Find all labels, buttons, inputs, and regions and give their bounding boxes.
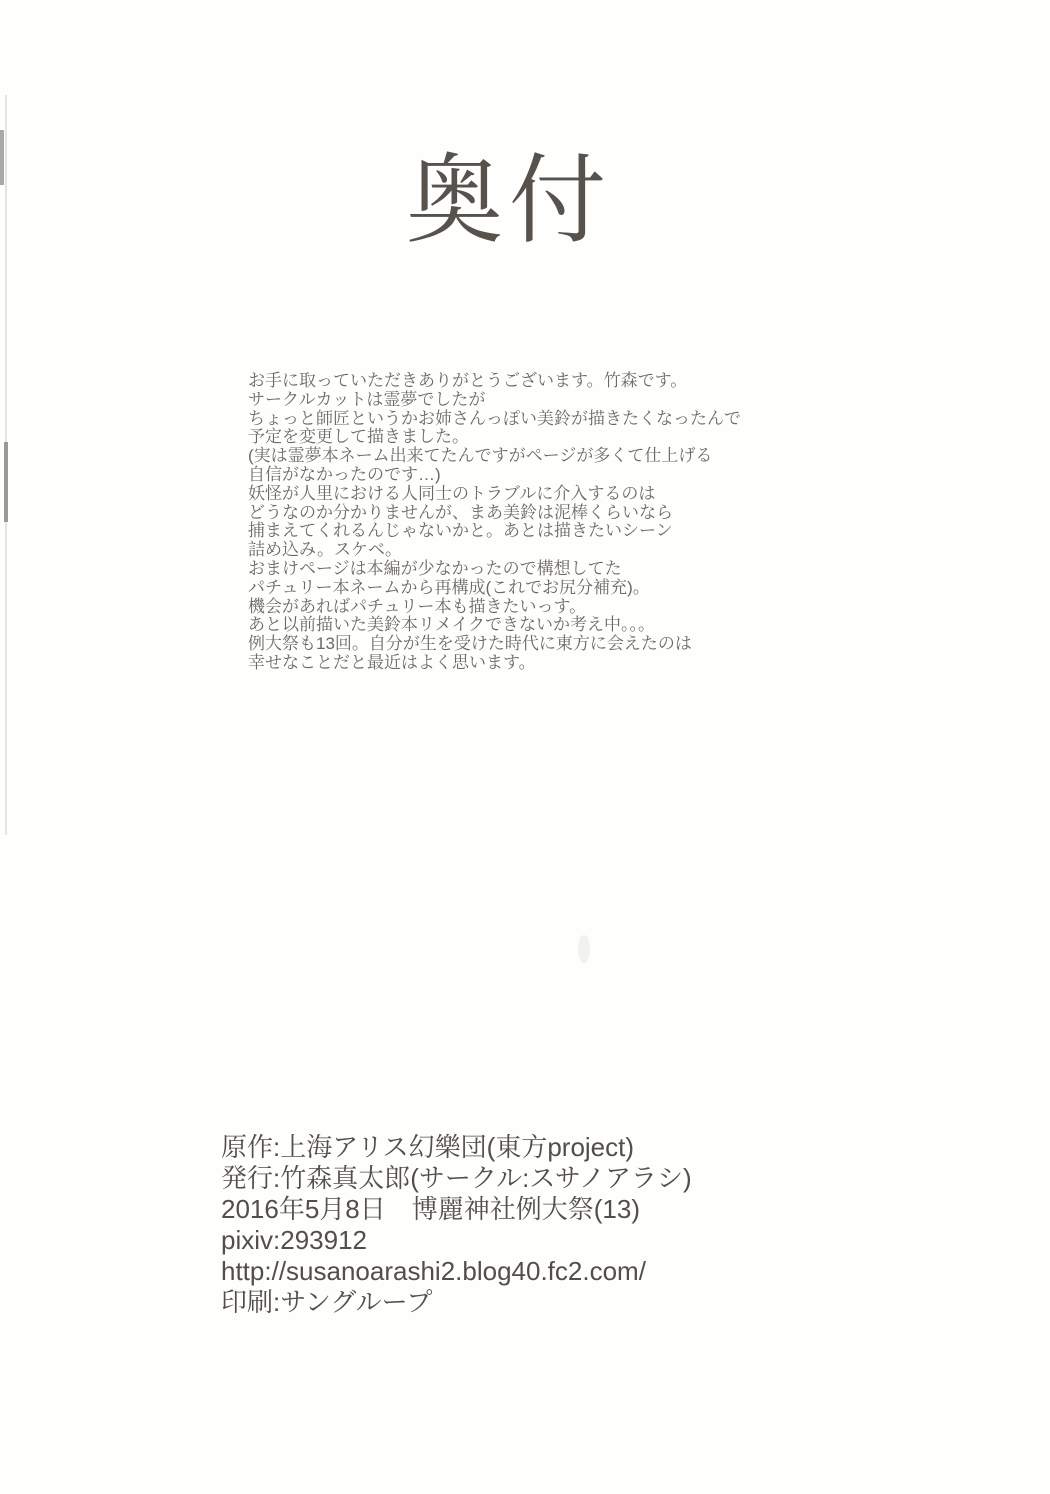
afterword-line: 例大祭も13回。自分が生を受けた時代に東方に会えたのは — [248, 634, 692, 654]
colophon-printer: 印刷:サングループ — [221, 1287, 433, 1317]
afterword-line: ちょっと師匠というかお姉さんっぽい美鈴が描きたくなったんで — [248, 408, 741, 428]
colophon-block — [221, 1132, 692, 1318]
colophon-publisher: 発行:竹森真太郎(サークル:スサノアラシ) — [221, 1163, 692, 1193]
afterword-line: 予定を変更して描きました。 — [248, 427, 469, 447]
colophon-event-date: 2016年5月8日 博麗神社例大祭(13) — [221, 1194, 640, 1224]
afterword-line: 自信がなかったのです…) — [248, 464, 441, 484]
afterword-line: 幸せなことだと最近はよく思います。 — [248, 652, 536, 672]
afterword-line: 詰め込み。スケベ。 — [248, 540, 403, 560]
afterword-line: おまけページは本編が少なかったので構想してた — [248, 558, 622, 578]
afterword-line: 妖怪が人里における人同士のトラブルに介入するのは — [248, 483, 656, 503]
scan-smudge-artifact — [578, 935, 590, 963]
afterword-line: あと以前描いた美鈴本リメイクできないか考え中。。。 — [248, 615, 655, 635]
afterword-line: (実は霊夢本ネーム出来てたんですがページが多くて仕上げる — [248, 446, 713, 466]
colophon-website-url: http://susanoarashi2.blog40.fc2.com/ — [221, 1256, 646, 1286]
colophon-original-work: 原作:上海アリス幻樂団(東方project) — [221, 1132, 635, 1162]
page-title: 奥付 — [406, 146, 612, 255]
afterword-text — [248, 372, 741, 673]
afterword-line: 機会があればパチュリー本も描きたいっす。 — [248, 596, 587, 616]
afterword-line: サークルカットは霊夢でしたが — [248, 389, 486, 409]
afterword-line: パチュリー本ネームから再構成(これでお尻分補充)。 — [248, 577, 650, 597]
scan-edge-artifact-dark — [4, 442, 8, 522]
colophon-pixiv-id: pixiv:293912 — [221, 1225, 367, 1255]
afterword-line: どうなのか分かりませんが、まあ美鈴は泥棒くらいなら — [248, 502, 673, 522]
afterword-line: お手に取っていただきありがとうございます。竹森です。 — [248, 371, 688, 390]
afterword-line: 捕まえてくれるんじゃないかと。あとは描きたいシーン — [248, 521, 673, 541]
scan-edge-artifact-dark — [0, 130, 4, 185]
